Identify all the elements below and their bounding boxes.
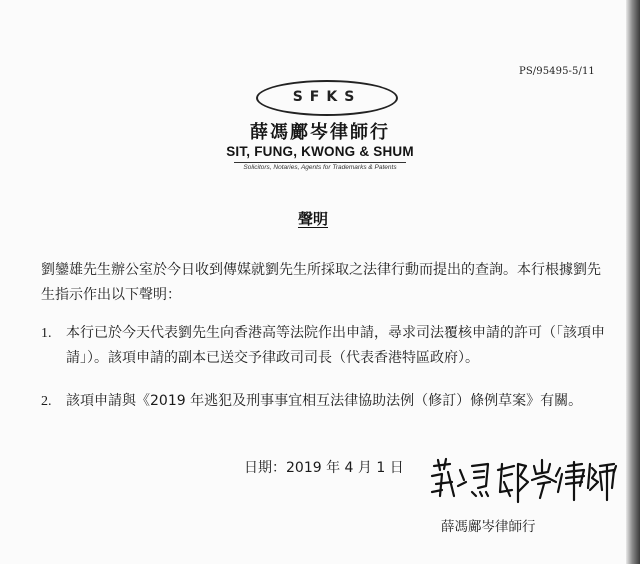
- firm-tagline: Solicitors, Notaries, Agents for Trademarks & Patents: [243, 164, 397, 171]
- signature-drawing: [420, 452, 620, 512]
- date-line: 日期：2019 年 4 月 1 日: [244, 460, 404, 476]
- document-title: 聲明: [297, 210, 328, 228]
- reference-number: PS/95495-5/11: [519, 66, 595, 77]
- letterhead-divider: [234, 162, 406, 163]
- statement-item: 本行已於今天代表劉先生向香港高等法院作出申請，尋求司法覆核申請的許可（「該項申請」）。該項申請的副本已送交予律政司司長（代表香港特區政府）。: [66, 325, 605, 366]
- handwritten-signature: [420, 452, 620, 512]
- firm-name-chinese: 薛馮鄺岑律師行: [250, 122, 390, 143]
- page-edge-shadow: [626, 0, 640, 564]
- firm-name-english: SIT, FUNG, KWONG & SHUM: [226, 144, 414, 159]
- statement-item: 該項申請與《2019 年逃犯及刑事事宜相互法律協助法例（修訂）條例草案》有關。: [66, 393, 583, 409]
- letterhead: [220, 80, 420, 175]
- item-number: 2.: [41, 394, 52, 409]
- item-number: 1.: [41, 326, 52, 341]
- firm-logo-text: SFKS: [292, 89, 362, 105]
- intro-paragraph: 劉鑾雄先生辦公室於今日收到傳媒就劉先生所採取之法律行動而提出的查詢。本行根據劉先生指示作出以下聲明：: [41, 262, 601, 303]
- signer-name: 薛馮鄺岑律師行: [441, 519, 536, 535]
